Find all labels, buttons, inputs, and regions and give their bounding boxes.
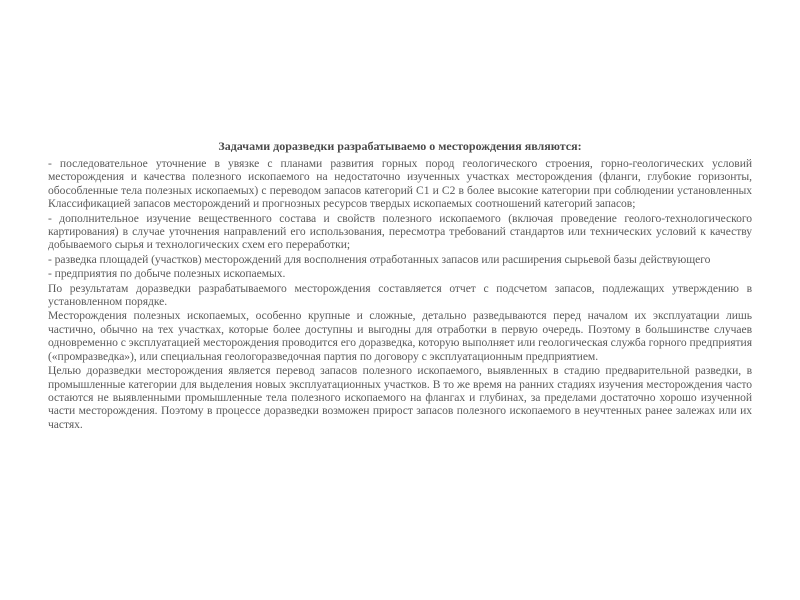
paragraph-goal: Целью доразведки месторождения является перевод запасов полезного ископаемого, выявленных в стадию предварительной разведки, в промышленные категории для выделения новых эксплуатационных участков. В то же время на ранних стадиях изучения месторождения часто остаются не выявленными промышленные тела полезного ископаемого на флангах и глубинах, за пределами достаточно хорошо изученной части месторождения. Поэтому в процессе доразведки возможен прирост запасов полезного ископаемого в неучтенных ранее залежах или их частях.	[48, 364, 752, 431]
paragraph-area-exploration: - разведка площадей (участков) месторождений для восполнения отработанных запасов или расширения сырьевой базы действующего	[48, 252, 711, 266]
paragraph-mining-enterprise: - предприятия по добыче полезных ископаемых.	[48, 267, 286, 281]
paragraph-material-study: - дополнительное изучение вещественного состава и свойств полезного ископаемого (включая проведение геолого-технологического картирования) в случае уточнения направлений его использования, пересмотра требований стандартов или технических условий к качеству добываемого сырья и технологических схем его переработки;	[48, 211, 752, 252]
paragraph-report: По результатам доразведки разрабатываемого месторождения составляется отчет с подсчетом запасов, подлежащих утверждению в установленном порядке.	[48, 281, 752, 309]
paragraph-deposits: Месторождения полезных ископаемых, особенно крупные и сложные, детально разведываются перед началом их эксплуатации лишь частично, обычно на тех участках, которые более доступны и выгодны для отработки в первую очередь. Поэтому в большинстве случаев одновременно с эксплуатацией месторождения проводится его доразведка, которую выполняет или геологическая служба горного предприятия («промразведка»), или специальная геологоразведочная партия по договору с эксплуатационным предприятием.	[48, 309, 752, 363]
text-block	[48, 139, 752, 432]
paragraph-refine-geology: - последовательное уточнение в увязке с планами развития горных пород геологического строения, горно-геологических условий месторождения и качества полезного ископаемого на недостаточно изученных участках месторождения (фланги, глубокие горизонты, обособленные тела полезных ископаемых) с переводом запасов категорий С1 и С2 в более высокие категории при соблюдении установленных Классификацией запасов месторождений и прогнозных ресурсов твердых ископаемых соотношений категорий запасов;	[48, 157, 752, 211]
heading: Задачами доразведки разрабатываемо о месторождения являются:	[218, 139, 582, 153]
